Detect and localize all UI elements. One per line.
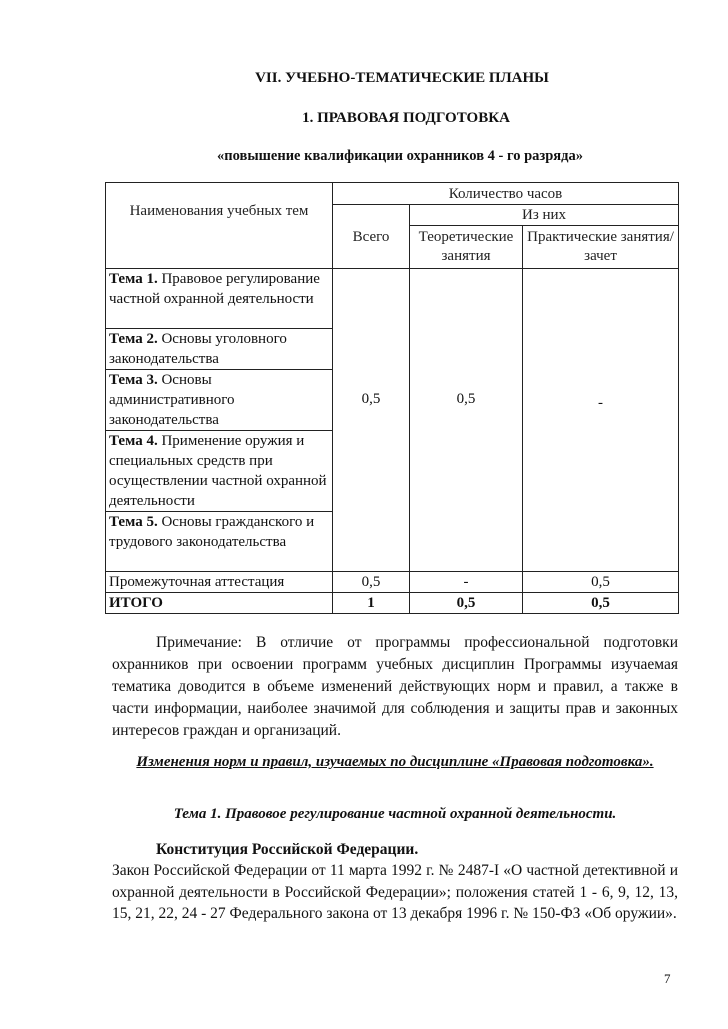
summary-row [106, 593, 679, 614]
topic-label: Тема 3. [109, 372, 158, 388]
topic-cell [106, 269, 333, 329]
topic-cell [106, 431, 333, 512]
topic-label: Тема 5. [109, 514, 158, 530]
table-header-row [106, 183, 679, 205]
header-total: Всего [333, 205, 410, 269]
intermediate-total: 0,5 [333, 572, 410, 593]
changes-heading: Изменения норм и правил, изучаемых по дисциплине «Правовая подготовка». [136, 754, 654, 770]
intermediate-theory: - [410, 572, 523, 593]
section-heading: VII. УЧЕБНО-ТЕМАТИЧЕСКИЕ ПЛАНЫ [255, 70, 549, 86]
topic-label: Тема 1. [109, 271, 158, 287]
topics-theory-cell: 0,5 [410, 269, 523, 572]
topic-cell [106, 370, 333, 431]
summary-practice: 0,5 [523, 593, 679, 614]
topic1-heading: Тема 1. Правовое регулирование частной охранной деятельности. [173, 806, 617, 822]
header-theory: Теоретические занятия [410, 226, 523, 269]
topics-total-cell: 0,5 [333, 269, 410, 572]
intermediate-label: Промежуточная аттестация [106, 572, 333, 593]
curriculum-table [105, 182, 679, 614]
topic-cell [106, 512, 333, 572]
topic-cell [106, 329, 333, 370]
header-hours: Количество часов [333, 183, 679, 205]
header-topic-names: Наименования учебных тем [106, 183, 333, 269]
summary-theory: 0,5 [410, 593, 523, 614]
header-of-which: Из них [410, 205, 679, 226]
subsection-heading: 1. ПРАВОВАЯ ПОДГОТОВКА [302, 110, 510, 126]
program-heading: «повышение квалификации охранников 4 - го разряда» [217, 148, 583, 164]
topic-text: Основы уголовного законодательства [109, 331, 287, 367]
intermediate-row [106, 572, 679, 593]
topic-text: Правовое регулирование частной охранной деятельности [109, 271, 320, 307]
table-row [106, 269, 679, 329]
intermediate-practice: 0,5 [523, 572, 679, 593]
topic-text: Применение оружия и специальных средств при осуществлении частной охранной деятельности [109, 433, 327, 509]
page-number: 7 [664, 971, 671, 986]
topic-text: Основы административного законодательства [109, 372, 235, 428]
summary-total: 1 [333, 593, 410, 614]
law-paragraph: Закон Российской Федерации от 11 марта 1992 г. № 2487-I «О частной детективной и охранной деятельности в Российской Федерации»; положения статей 1 - 6, 9, 12, 13, 15, 21, 22, 24 - 27 Федерального закона от 13 декабря 1996 г. № 150-ФЗ «Об оружии». [112, 862, 678, 922]
topic-text: Основы гражданского и трудового законодательства [109, 514, 315, 550]
note-paragraph: Примечание: В отличие от программы профессиональной подготовки охранников при освоении программ учебных дисциплин Программы изучаемая тематика доводится в объеме изменений действующих норм и правил, а также в части информации, наиболее значимой для соблюдения и защиты прав и законных интересов граждан и организаций. [112, 634, 678, 739]
header-practice: Практические занятия/зачет [523, 226, 679, 269]
summary-label: ИТОГО [106, 593, 333, 614]
topics-practice-cell: - [523, 269, 679, 572]
constitution-heading: Конституция Российской Федерации. [156, 841, 419, 858]
topic-label: Тема 4. [109, 433, 158, 449]
topic-label: Тема 2. [109, 331, 158, 347]
